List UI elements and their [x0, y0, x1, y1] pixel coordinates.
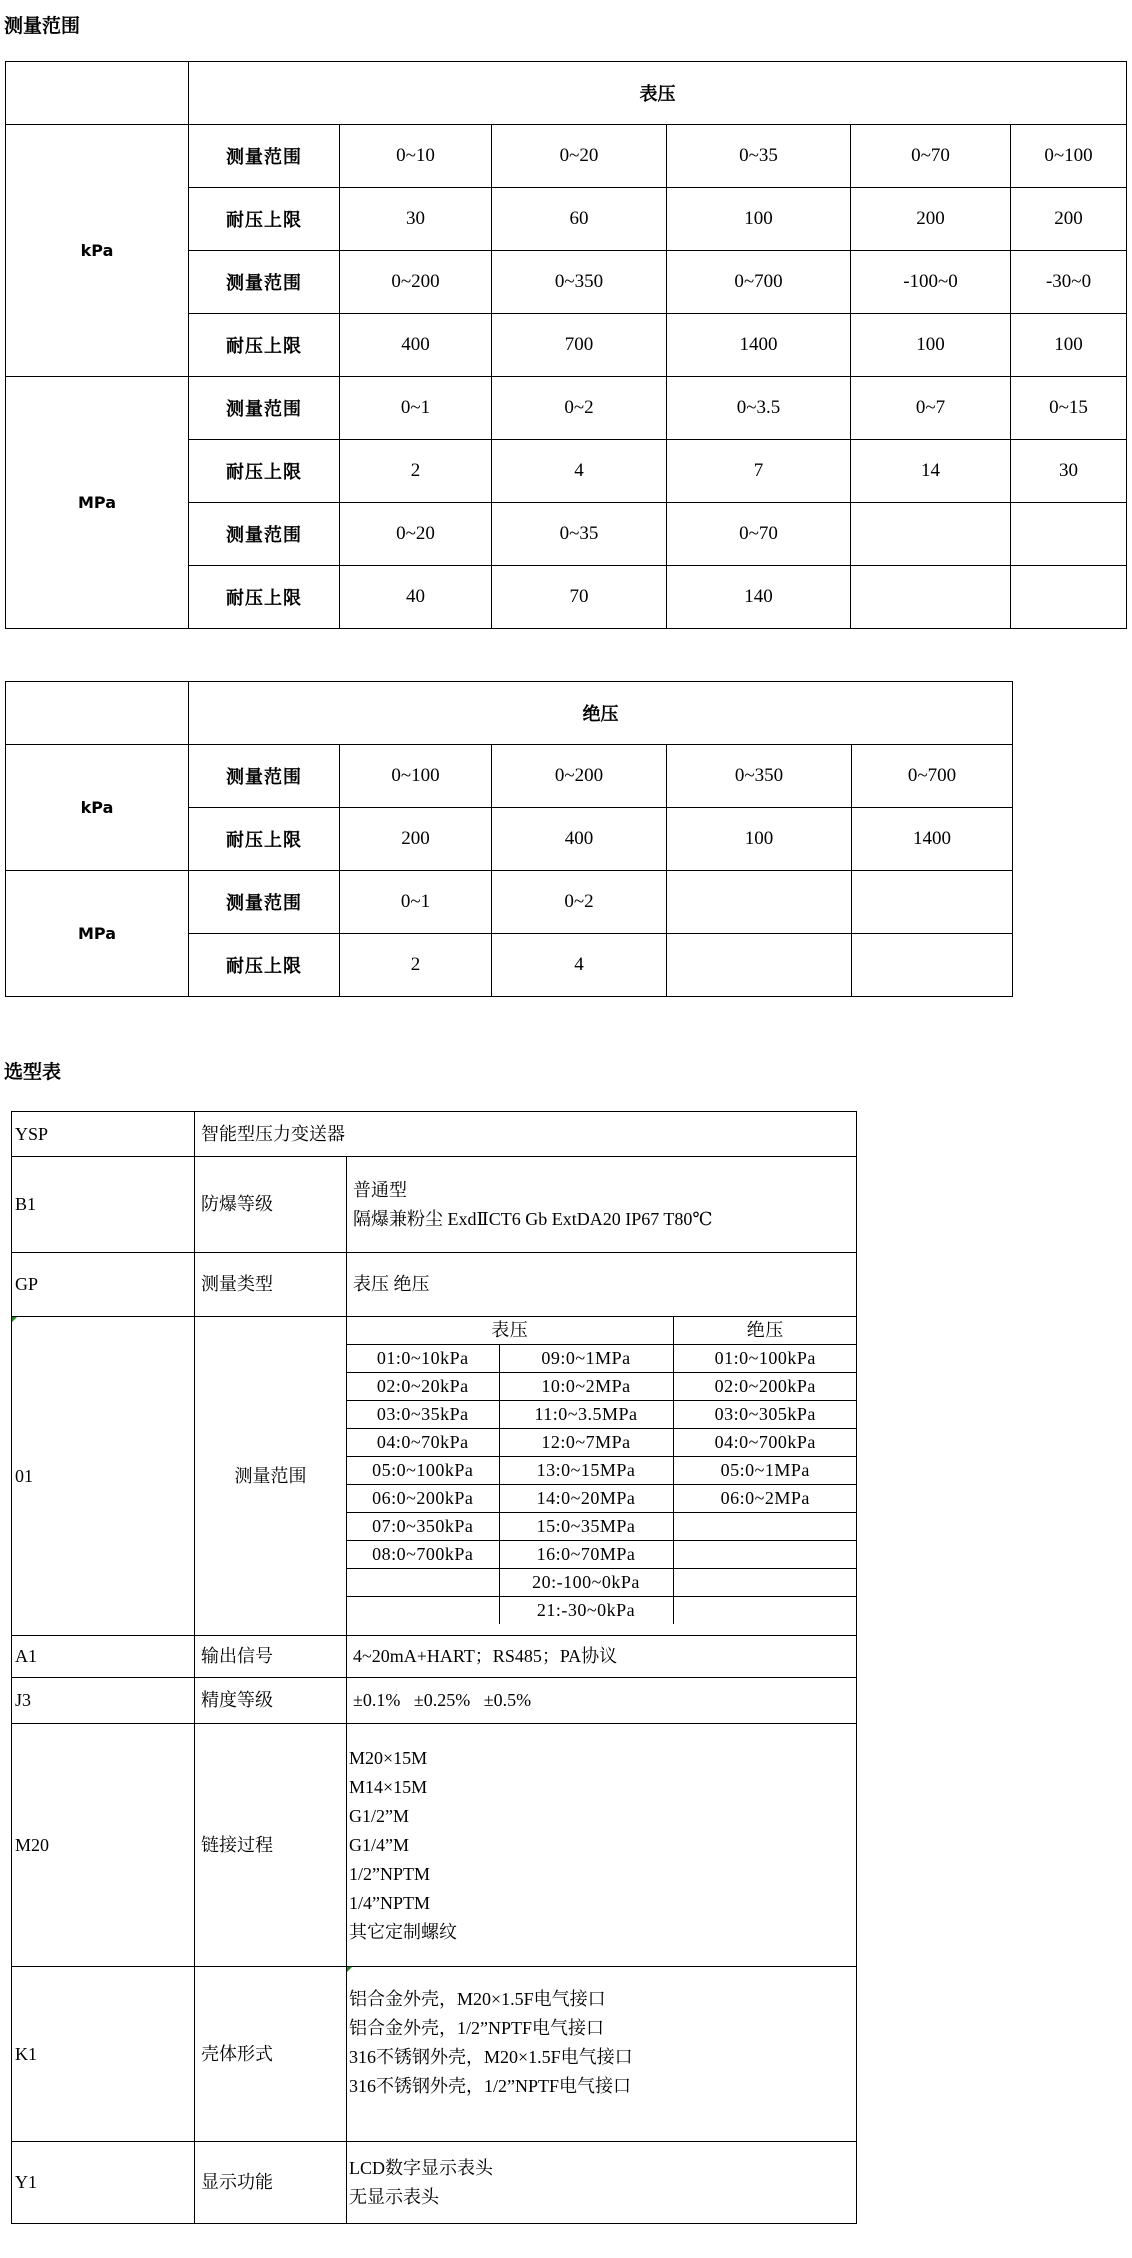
value-cell: 400: [340, 314, 492, 377]
row-label: 测量范围: [189, 745, 340, 808]
name-cell: 壳体形式: [195, 1967, 347, 2142]
range-option: [673, 1541, 857, 1569]
option-item: 316不锈钢外壳，1/2”NPTF电气接口: [349, 2076, 632, 2096]
option-item: 普通型: [353, 1179, 407, 1200]
row-label: 耐压上限: [189, 314, 340, 377]
code-cell: J3: [12, 1678, 195, 1724]
code-cell: YSP: [12, 1112, 195, 1157]
range-option: 09:0~1MPa: [499, 1345, 673, 1373]
range-subtable: [347, 1317, 857, 1624]
range-option: 05:0~100kPa: [347, 1457, 499, 1485]
option-item: 1/4”NPTM: [349, 1892, 430, 1913]
range-option: [347, 1597, 499, 1625]
range-option: 04:0~700kPa: [673, 1429, 857, 1457]
range-option: 01:0~100kPa: [673, 1345, 857, 1373]
table-row: [12, 1253, 857, 1317]
value-cell: 0~700: [667, 251, 851, 314]
value-cell: 0~2: [492, 377, 667, 440]
subtable-header-absolute: 绝压: [673, 1317, 857, 1345]
range-option: 08:0~700kPa: [347, 1541, 499, 1569]
range-option: 13:0~15MPa: [499, 1457, 673, 1485]
range-option: [673, 1597, 857, 1625]
value-cell: 70: [492, 566, 667, 629]
range-option: 06:0~200kPa: [347, 1485, 499, 1513]
value-cell: -100~0: [851, 251, 1011, 314]
value-cell: 60: [492, 188, 667, 251]
row-label: 测量范围: [189, 503, 340, 566]
option-item: 其它定制螺纹: [349, 1921, 457, 1942]
option-item: 1/2”NPTM: [349, 1863, 430, 1884]
value-cell: 1400: [667, 314, 851, 377]
value-cell: 30: [1011, 440, 1127, 503]
unit-label: MPa: [6, 377, 189, 629]
name-cell: 输出信号: [195, 1636, 347, 1678]
table-row: [6, 125, 1127, 188]
range-option: 10:0~2MPa: [499, 1373, 673, 1401]
value-cell: 0~7: [851, 377, 1011, 440]
option-item: 表压 绝压: [347, 1253, 857, 1317]
name-cell: 测量范围: [195, 1317, 347, 1636]
row-label: 耐压上限: [189, 188, 340, 251]
value-cell: 0~20: [340, 503, 492, 566]
table-row: [6, 377, 1127, 440]
range-option: 21:-30~0kPa: [499, 1597, 673, 1625]
subtable-header-gauge: 表压: [347, 1317, 673, 1345]
absolute-pressure-range-table: [5, 681, 1013, 997]
option-item: 铝合金外壳，M20×1.5F电气接口: [349, 1989, 606, 2009]
range-option: 12:0~7MPa: [499, 1429, 673, 1457]
options-cell: [347, 2142, 857, 2224]
table-row: [12, 1157, 857, 1253]
value-cell: 0~35: [492, 503, 667, 566]
code-cell: B1: [12, 1157, 195, 1253]
range-option: 16:0~70MPa: [499, 1541, 673, 1569]
code-cell: [12, 1317, 195, 1636]
row-label: 耐压上限: [189, 440, 340, 503]
unit-label: MPa: [6, 871, 189, 997]
range-option: 15:0~35MPa: [499, 1513, 673, 1541]
range-subtable-cell: [347, 1317, 857, 1636]
value-cell: 100: [667, 808, 852, 871]
unit-label: kPa: [6, 745, 189, 871]
options-cell: [347, 1157, 857, 1253]
value-cell: 0~70: [851, 125, 1011, 188]
gauge-header: 表压: [189, 62, 1127, 125]
value-cell: 0~350: [667, 745, 852, 808]
range-option: 03:0~305kPa: [673, 1401, 857, 1429]
list-item: [347, 1597, 857, 1625]
value-cell: 200: [1011, 188, 1127, 251]
range-option: [347, 1569, 499, 1597]
value-cell: 0~3.5: [667, 377, 851, 440]
name-cell: 链接过程: [195, 1724, 347, 1967]
value-cell: 0~70: [667, 503, 851, 566]
value-cell: 1400: [852, 808, 1013, 871]
list-item: [347, 1569, 857, 1597]
range-option: 02:0~200kPa: [673, 1373, 857, 1401]
option-item: 隔爆兼粉尘 ExdⅡCT6 Gb ExtDA20 IP67 T80℃: [353, 1208, 713, 1229]
code-cell: M20: [12, 1724, 195, 1967]
range-option: 11:0~3.5MPa: [499, 1401, 673, 1429]
empty-corner-cell: [6, 682, 189, 745]
absolute-header: 绝压: [189, 682, 1013, 745]
name-cell: 测量类型: [195, 1253, 347, 1317]
value-cell: [851, 566, 1011, 629]
description-cell: 智能型压力变送器: [195, 1112, 857, 1157]
name-cell: 防爆等级: [195, 1157, 347, 1253]
value-cell: 0~100: [340, 745, 492, 808]
value-cell: 0~200: [340, 251, 492, 314]
value-cell: 0~700: [852, 745, 1013, 808]
list-item: [347, 1485, 857, 1513]
value-cell: 2: [340, 440, 492, 503]
comment-marker-icon: [12, 1317, 17, 1322]
list-item: [347, 1457, 857, 1485]
name-cell: 显示功能: [195, 2142, 347, 2224]
empty-corner-cell: [6, 62, 189, 125]
range-option: 07:0~350kPa: [347, 1513, 499, 1541]
option-item: 4~20mA+HART；RS485；PA协议: [347, 1636, 857, 1678]
value-cell: 0~1: [340, 377, 492, 440]
table-row: [12, 1636, 857, 1678]
value-cell: 140: [667, 566, 851, 629]
value-cell: [667, 934, 852, 997]
list-item: [347, 1345, 857, 1373]
value-cell: 40: [340, 566, 492, 629]
value-cell: [852, 934, 1013, 997]
option-item: 铝合金外壳，1/2”NPTF电气接口: [349, 2018, 605, 2038]
value-cell: 0~10: [340, 125, 492, 188]
value-cell: -30~0: [1011, 251, 1127, 314]
value-cell: 0~2: [492, 871, 667, 934]
value-cell: [851, 503, 1011, 566]
code-cell: A1: [12, 1636, 195, 1678]
value-cell: [1011, 503, 1127, 566]
option-item: 316不锈钢外壳，M20×1.5F电气接口: [349, 2047, 633, 2067]
name-cell: 精度等级: [195, 1678, 347, 1724]
value-cell: 0~35: [667, 125, 851, 188]
value-cell: 0~20: [492, 125, 667, 188]
value-cell: 30: [340, 188, 492, 251]
value-cell: [852, 871, 1013, 934]
value-cell: 2: [340, 934, 492, 997]
table-row: [12, 1724, 857, 1967]
value-cell: 100: [851, 314, 1011, 377]
table-row: [12, 2142, 857, 2224]
options-cell: [347, 1724, 857, 1967]
row-label: 测量范围: [189, 377, 340, 440]
value-cell: 0~350: [492, 251, 667, 314]
value-cell: 0~15: [1011, 377, 1127, 440]
value-cell: 7: [667, 440, 851, 503]
value-cell: 0~100: [1011, 125, 1127, 188]
value-cell: 400: [492, 808, 667, 871]
option-item: M14×15M: [349, 1776, 428, 1797]
value-cell: 200: [851, 188, 1011, 251]
range-option: 06:0~2MPa: [673, 1485, 857, 1513]
table-row: [6, 871, 1013, 934]
table-row: [6, 745, 1013, 808]
range-option: 05:0~1MPa: [673, 1457, 857, 1485]
list-item: [347, 1541, 857, 1569]
option-item: ±0.1% ±0.25% ±0.5%: [347, 1678, 857, 1724]
code-text: 01: [15, 1465, 33, 1486]
option-item: G1/2”M: [349, 1805, 409, 1826]
value-cell: 0~200: [492, 745, 667, 808]
code-cell: GP: [12, 1253, 195, 1317]
row-label: 测量范围: [189, 251, 340, 314]
value-cell: 100: [667, 188, 851, 251]
code-cell: Y1: [12, 2142, 195, 2224]
range-option: 14:0~20MPa: [499, 1485, 673, 1513]
option-item: 无显示表头: [349, 2186, 439, 2207]
value-cell: 4: [492, 934, 667, 997]
range-option: 01:0~10kPa: [347, 1345, 499, 1373]
list-item: [347, 1429, 857, 1457]
table-row: [12, 1112, 857, 1157]
table-row: [12, 1317, 857, 1636]
range-option: 20:-100~0kPa: [499, 1569, 673, 1597]
list-item: [347, 1513, 857, 1541]
code-cell: K1: [12, 1967, 195, 2142]
range-option: 04:0~70kPa: [347, 1429, 499, 1457]
range-option: [673, 1569, 857, 1597]
table-row: [12, 1967, 857, 2142]
range-section-title: 测量范围: [4, 15, 81, 37]
option-item: M20×15M: [349, 1747, 428, 1768]
unit-label: kPa: [6, 125, 189, 377]
value-cell: 200: [340, 808, 492, 871]
table-row: [12, 1678, 857, 1724]
value-cell: [1011, 566, 1127, 629]
value-cell: 700: [492, 314, 667, 377]
row-label: 耐压上限: [189, 808, 340, 871]
value-cell: [667, 871, 852, 934]
range-option: 02:0~20kPa: [347, 1373, 499, 1401]
row-label: 耐压上限: [189, 934, 340, 997]
range-option: [673, 1513, 857, 1541]
options-cell: [347, 1967, 857, 2142]
option-item: LCD数字显示表头: [349, 2157, 493, 2178]
value-cell: 14: [851, 440, 1011, 503]
row-label: 测量范围: [189, 871, 340, 934]
value-cell: 0~1: [340, 871, 492, 934]
value-cell: 4: [492, 440, 667, 503]
gauge-pressure-range-table: [5, 61, 1127, 629]
model-selection-table: [11, 1111, 857, 2224]
range-option: 03:0~35kPa: [347, 1401, 499, 1429]
row-label: 测量范围: [189, 125, 340, 188]
option-item: G1/4”M: [349, 1834, 409, 1855]
list-item: [347, 1373, 857, 1401]
comment-marker-icon: [347, 1967, 352, 1972]
value-cell: 100: [1011, 314, 1127, 377]
row-label: 耐压上限: [189, 566, 340, 629]
selection-section-title: 选型表: [4, 1061, 62, 1083]
list-item: [347, 1401, 857, 1429]
